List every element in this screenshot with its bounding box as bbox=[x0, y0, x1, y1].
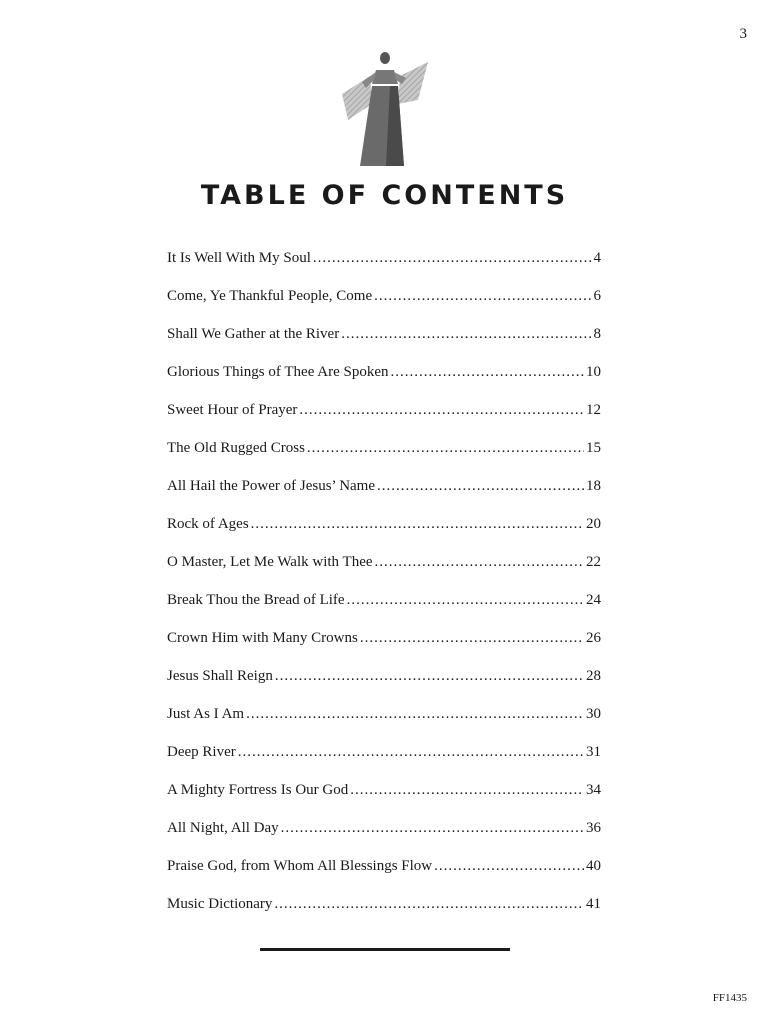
toc-entry-title: All Hail the Power of Jesus’ Name bbox=[167, 478, 376, 494]
toc-entry-page: 15 bbox=[586, 440, 601, 456]
toc-entry-page: 28 bbox=[586, 668, 601, 684]
toc-entry-title: The Old Rugged Cross bbox=[167, 440, 305, 456]
dot-leader bbox=[251, 516, 584, 533]
catalog-code: FF1435 bbox=[712, 992, 747, 1004]
dot-leader bbox=[374, 288, 591, 305]
toc-entry-title: Glorious Things of Thee Are Spoken bbox=[167, 364, 389, 380]
toc-entry bbox=[167, 592, 601, 630]
toc-entry-page: 20 bbox=[586, 516, 601, 532]
toc-entry-title: All Night, All Day bbox=[167, 820, 279, 836]
toc-entry-page: 22 bbox=[586, 554, 601, 570]
toc-entry bbox=[167, 896, 601, 934]
dot-leader bbox=[274, 896, 584, 913]
toc-entry-title: Just As I Am bbox=[167, 706, 245, 722]
toc-entry-title: Jesus Shall Reign bbox=[167, 668, 273, 684]
toc-entry-title: Deep River bbox=[167, 744, 236, 760]
toc-entry-title: Rock of Ages bbox=[167, 516, 249, 532]
toc-entry bbox=[167, 250, 601, 288]
toc-entry bbox=[167, 554, 601, 592]
toc-entry bbox=[167, 364, 601, 402]
toc-entry bbox=[167, 402, 601, 440]
toc-entry-page: 18 bbox=[586, 478, 601, 494]
dot-leader bbox=[434, 858, 584, 875]
dot-leader bbox=[350, 782, 584, 799]
toc-entry-page: 4 bbox=[593, 250, 601, 266]
toc-entry-page: 30 bbox=[586, 706, 601, 722]
toc-entry bbox=[167, 326, 601, 364]
toc-entry bbox=[167, 858, 601, 896]
toc-entry-title: A Mighty Fortress Is Our God bbox=[167, 782, 349, 798]
dot-leader bbox=[246, 706, 584, 723]
table-of-contents bbox=[167, 250, 601, 934]
dot-leader bbox=[347, 592, 584, 609]
toc-entry-title: Break Thou the Bread of Life bbox=[167, 592, 345, 608]
dot-leader bbox=[299, 402, 584, 419]
toc-entry-page: 41 bbox=[586, 896, 601, 912]
angel-icon bbox=[340, 48, 430, 170]
toc-entry-title: Sweet Hour of Prayer bbox=[167, 402, 298, 418]
toc-entry-page: 34 bbox=[586, 782, 601, 798]
toc-entry bbox=[167, 440, 601, 478]
toc-entry-title: Music Dictionary bbox=[167, 896, 273, 912]
toc-entry-title: Shall We Gather at the River bbox=[167, 326, 340, 342]
divider-rule bbox=[260, 948, 510, 951]
toc-entry-title: It Is Well With My Soul bbox=[167, 250, 311, 266]
toc-entry-page: 10 bbox=[586, 364, 601, 380]
toc-entry-page: 12 bbox=[586, 402, 601, 418]
toc-entry bbox=[167, 706, 601, 744]
toc-entry-page: 8 bbox=[593, 326, 601, 342]
toc-entry-title: Praise God, from Whom All Blessings Flow bbox=[167, 858, 433, 874]
toc-entry-page: 36 bbox=[586, 820, 601, 836]
toc-entry bbox=[167, 820, 601, 858]
toc-entry bbox=[167, 630, 601, 668]
toc-entry-title: Crown Him with Many Crowns bbox=[167, 630, 358, 646]
dot-leader bbox=[275, 668, 584, 685]
toc-entry bbox=[167, 744, 601, 782]
dot-leader bbox=[307, 440, 584, 457]
dot-leader bbox=[238, 744, 584, 761]
toc-entry-title: Come, Ye Thankful People, Come bbox=[167, 288, 373, 304]
dot-leader bbox=[377, 478, 584, 495]
toc-entry bbox=[167, 288, 601, 326]
toc-entry bbox=[167, 478, 601, 516]
toc-entry bbox=[167, 668, 601, 706]
dot-leader bbox=[313, 250, 592, 267]
page-number: 3 bbox=[739, 26, 747, 42]
toc-entry bbox=[167, 516, 601, 554]
toc-entry-page: 24 bbox=[586, 592, 601, 608]
toc-entry bbox=[167, 782, 601, 820]
dot-leader bbox=[360, 630, 584, 647]
toc-entry-page: 31 bbox=[586, 744, 601, 760]
dot-leader bbox=[375, 554, 584, 571]
toc-entry-page: 6 bbox=[593, 288, 601, 304]
toc-entry-page: 26 bbox=[586, 630, 601, 646]
page-title: TABLE OF CONTENTS bbox=[200, 180, 569, 211]
toc-entry-page: 40 bbox=[586, 858, 601, 874]
dot-leader bbox=[391, 364, 584, 381]
dot-leader bbox=[341, 326, 591, 343]
dot-leader bbox=[281, 820, 584, 837]
toc-entry-title: O Master, Let Me Walk with Thee bbox=[167, 554, 373, 570]
